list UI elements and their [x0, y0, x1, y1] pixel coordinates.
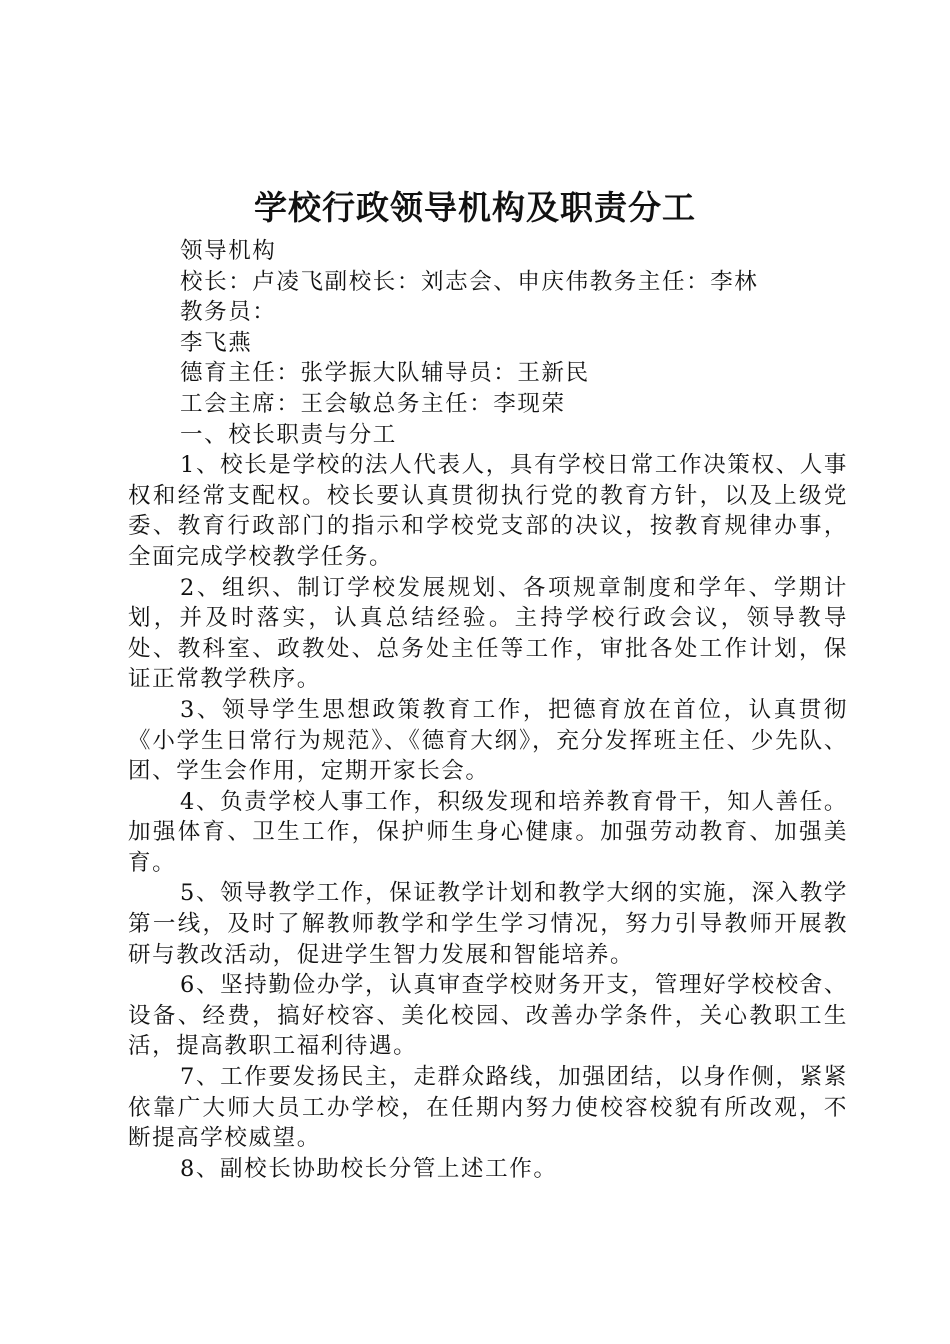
duty-paragraph: 5、领导教学工作，保证教学计划和教学大纲的实施，深入教学第一线，及时了解教师教学和学生学习情况，努力引导教师开展教研与教改活动，促进学生智力发展和智能培养。: [128, 880, 848, 968]
duty-paragraph: 2、组织、制订学校发展规划、各项规章制度和学年、学期计划，并及时落实，认真总结经验。主持学校行政会议，领导教导处、教科室、政教处、总务处主任等工作，审批各处工作计划，保证正常教学秩序。: [128, 574, 848, 693]
section-heading-principal-duties: 一、校长职责与分工: [180, 421, 397, 448]
duty-paragraph: 6、坚持勤俭办学，认真审查学校财务开支，管理好学校校舍、设备、经费，搞好校容、美化校园、改善办学条件，关心教职工生活，提高教职工福利待遇。: [128, 972, 848, 1060]
moral-education-line: 德育主任：张学振大队辅导员：王新民: [180, 360, 590, 387]
principal-line: 校长：卢凌飞副校长：刘志会、申庆伟教务主任：李林: [180, 268, 759, 295]
duty-paragraph: 3、领导学生思想政策教育工作，把德育放在首位，认真贯彻《小学生日常行为规范》、《德育大纲》，充分发挥班主任、少先队、团、学生会作用，定期开家长会。: [128, 696, 848, 785]
academic-staff-name: 李飞燕: [180, 329, 253, 356]
duty-paragraph: 4、负责学校人事工作，积级发现和培养教育骨干，知人善任。加强体育、卫生工作，保护师生身心健康。加强劳动教育、加强美育。: [128, 788, 848, 876]
document-body: [128, 236, 848, 1184]
duty-paragraph: 1、校长是学校的法人代表人，具有学校日常工作决策权、人事权和经常支配权。校长要认真贯彻执行党的教育方针，以及上级党委、教育行政部门的指示和学校党支部的决议，按教育规律办事，全面完成学校教学任务。: [128, 452, 848, 570]
section-heading-leadership: 领导机构: [180, 238, 277, 264]
academic-staff-label: 教务员：: [180, 299, 277, 326]
duty-paragraph: 8、副校长协助校长分管上述工作。: [180, 1155, 558, 1182]
union-line: 工会主席：王会敏总务主任：李现荣: [180, 390, 566, 417]
duty-paragraph: 7、工作要发扬民主，走群众路线，加强团结，以身作侧，紧紧依靠广大师大员工办学校，在任期内努力使校容校貌有所改观，不断提高学校威望。: [128, 1064, 848, 1152]
document-title: 学校行政领导机构及职责分工: [254, 188, 696, 227]
